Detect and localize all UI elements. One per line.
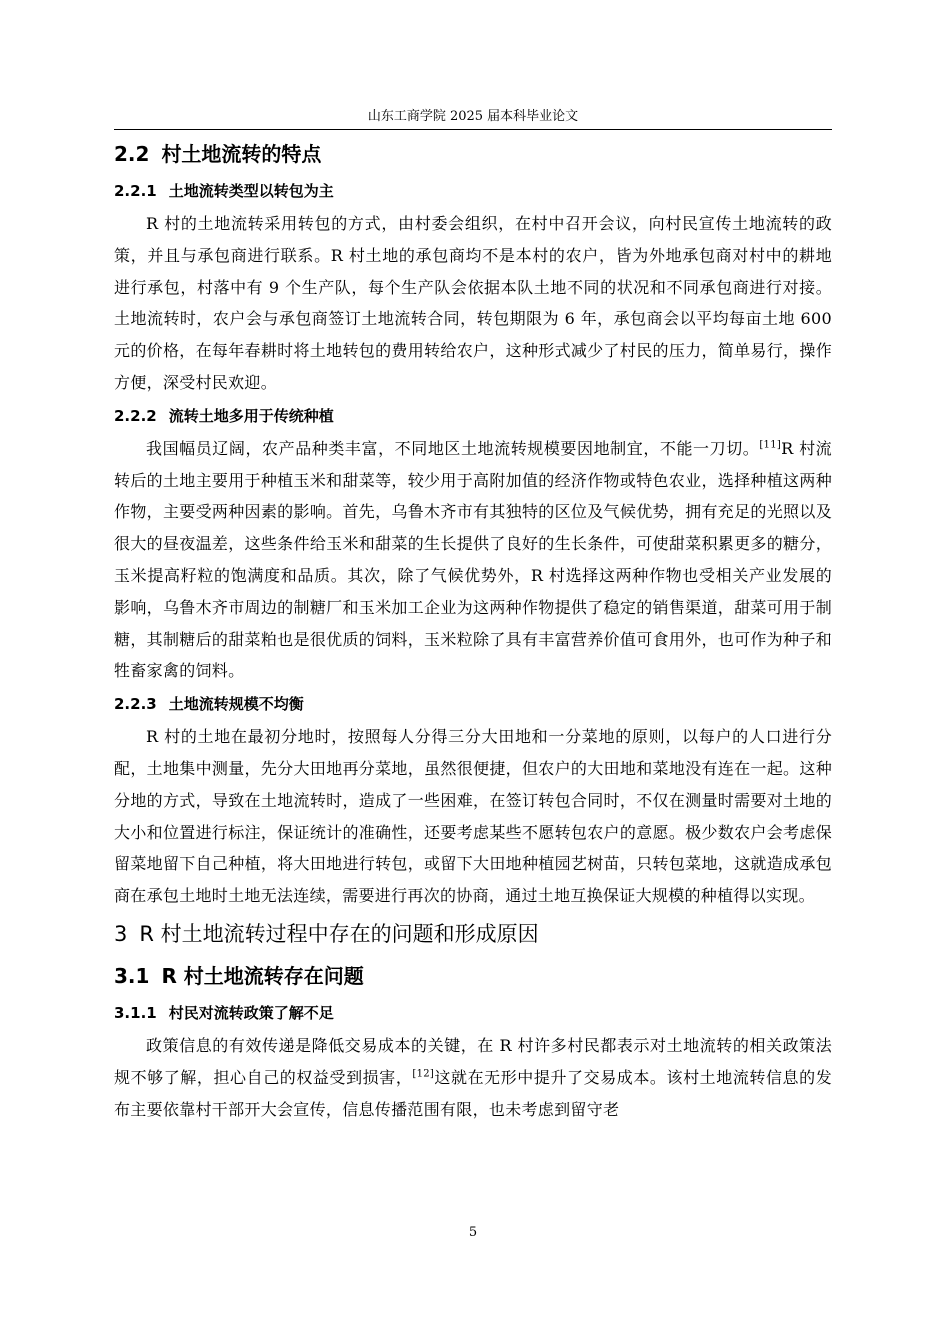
paragraph-text: R 村流转后的土地主要用于种植玉米和甜菜等，较少用于高附加值的经济作物或特色农业，选择种植这两种作物，主要受两种因素的影响。首先，乌鲁木齐市有其独特的区位及气候优势，拥有充足的光照以及很大的昼夜温差，这些条件给玉米和甜菜的生长提供了良好的生长条件，可使甜菜积累更多的糖分，玉米提高籽粒的饱满度和品质。其次，除了气候优势外，R 村选择这两种作物也受相关产业发展的影响，乌鲁木齐市周边的制糖厂和玉米加工企业为这两种作物提供了稳定的销售渠道，甜菜可用于制糖，其制糖后的甜菜粕也是很优质的饲料，玉米粒除了具有丰富营养价值可食用外，也可作为种子和牲畜家禽的饲料。 (114, 438, 832, 681)
chapter-number: 3 (114, 921, 128, 946)
subsection-title: 土地流转规模不均衡 (168, 695, 304, 714)
section-heading-2-2 (114, 134, 832, 174)
subsection-number: 2.2.2 (114, 406, 157, 425)
paragraph-2-2-3: R 村的土地在最初分地时，按照每人分得三分大田地和一分菜地的原则，以每户的人口进行分配，土地集中测量，先分大田地再分菜地，虽然很便捷，但农户的大田地和菜地没有连在一起。这种分地的方式，导致在土地流转时，造成了一些困难，在签订转包合同时，不仅在测量时需要对土地的大小和位置进行标注，保证统计的准确性，还要考虑某些不愿转包农户的意愿。极少数农户会考虑保留菜地留下自己种植，将大田地进行转包，或留下大田地种植园艺树苗，只转包菜地，这就造成承包商在承包土地时土地无法连续，需要进行再次的协商，通过土地互换保证大规模的种植得以实现。 (114, 727, 832, 906)
section-heading-3-1 (114, 956, 832, 996)
section-title: 村土地流转的特点 (161, 142, 322, 166)
subsection-title: 流转土地多用于传统种植 (168, 406, 334, 425)
subsection-title: 土地流转类型以转包为主 (168, 182, 334, 200)
paragraph-text: 我国幅员辽阔，农产品种类丰富，不同地区土地流转规模要因地制宜，不能一刀切。 (146, 438, 760, 458)
subsection-heading-2-2-1 (114, 174, 832, 208)
section-number: 3.1 (114, 963, 150, 988)
subsection-title: 村民对流转政策了解不足 (168, 1003, 334, 1022)
chapter-title: R 村土地流转过程中存在的问题和形成原因 (139, 921, 539, 946)
subsection-heading-2-2-2 (114, 399, 832, 433)
header-rule (114, 129, 832, 130)
citation-marker: [12] (412, 1068, 435, 1080)
citation-marker: [11] (759, 439, 782, 451)
paragraph-text: 这就在无形中提升了交易成本。该村土地流转信息的发布主要依靠村干部开大会宣传，信息传播范围有限，也未考虑到留守老 (114, 1067, 833, 1119)
subsection-number: 3.1.1 (114, 1003, 157, 1022)
paragraph-2-2-2 (114, 433, 832, 687)
subsection-heading-2-2-3 (114, 687, 832, 721)
page-number: 5 (468, 1225, 478, 1240)
paragraph-text: 政策信息的有效传递是降低交易成本的关键，在 R 村许多村民都表示对土地流转的相关政策法规不够了解，担心自己的权益受到损害， (114, 1035, 832, 1087)
subsection-heading-3-1-1 (114, 996, 832, 1030)
section-number: 2.2 (114, 142, 150, 166)
section-title: R 村土地流转存在问题 (161, 963, 364, 988)
subsection-number: 2.2.3 (114, 695, 157, 714)
chapter-heading-3 (114, 912, 832, 956)
subsection-number: 2.2.1 (114, 182, 157, 200)
paragraph-3-1-1 (114, 1030, 832, 1125)
page-content (114, 134, 832, 1125)
paragraph-2-2-1: R 村的土地流转采用转包的方式，由村委会组织，在村中召开会议，向村民宣传土地流转的政策，并且与承包商进行联系。R 村土地的承包商均不是本村的农户，皆为外地承包商对村中的耕地进行承包，村落中有 9 个生产队，每个生产队会依据本队土地不同的状况和不同承包商进行对接。土地流转时，农户会与承包商签订土地流转合同，转包期限为 6 年，承包商会以平均每亩土地 600 元的价格，在每年春耕时将土地转包的费用转给农户，这种形式减少了村民的压力，简单易行，操作方便，深受村民欢迎。 (114, 214, 832, 392)
running-header: 山东工商学院 2025 届本科毕业论文 (367, 109, 579, 124)
